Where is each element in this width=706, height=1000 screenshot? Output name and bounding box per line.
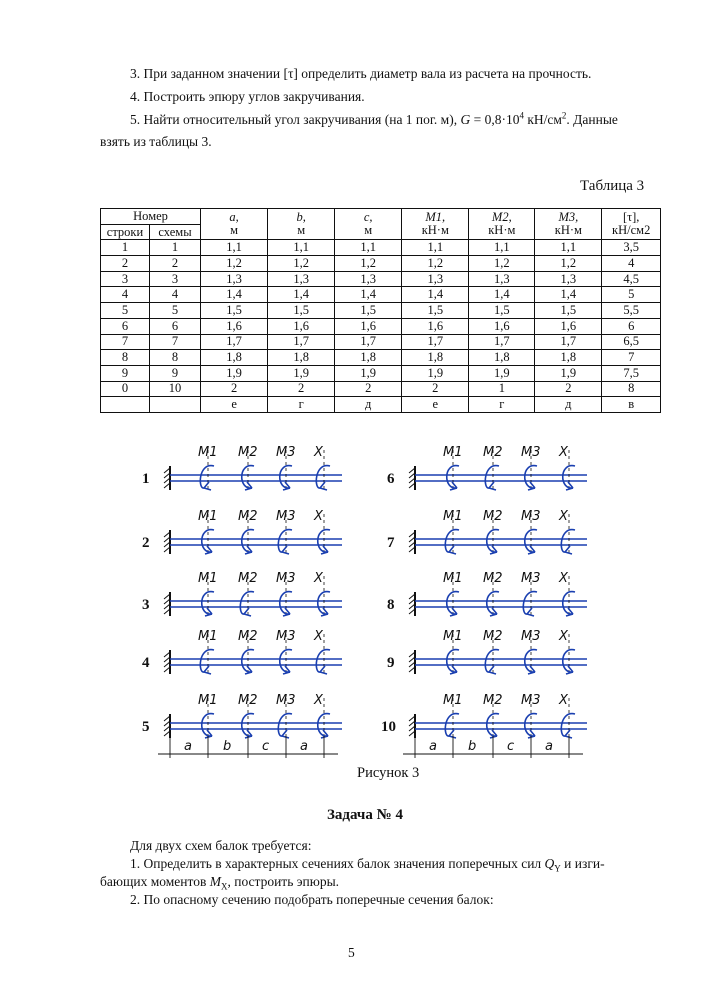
table-cell: 1,2 [268,256,335,272]
segment-label: b [468,739,477,754]
moment-label: M1 [443,445,463,460]
moment-label: M2 [238,509,258,524]
task4-item-1: 1. Определить в характерных сечениях балок значения поперечных сил $Q_Y$ и изги- [130,856,605,874]
table-cell: 1,5 [201,303,268,319]
table-cell: 2 [402,381,469,397]
moment-label: M2 [238,445,258,460]
table-cell: 1,4 [402,287,469,303]
table-cell: д [535,397,602,413]
moment-label: M3 [276,445,296,460]
table-cell: 1,8 [201,350,268,366]
moment-label: M3 [276,693,296,708]
moment-label: M3 [521,693,541,708]
header-m3: M3, кН·м [535,209,602,240]
table-row [101,256,661,272]
table-cell: 1,8 [268,350,335,366]
table-cell: 1,4 [201,287,268,303]
table-cell: 6,5 [602,334,661,350]
table-cell: 1,5 [535,303,602,319]
moment-label: M3 [521,445,541,460]
table-row [101,381,661,397]
torque-arrowhead [489,482,496,490]
moment-label: X [314,571,323,586]
table-cell: 1,7 [201,334,268,350]
table-cell [101,397,150,413]
table-cell: 9 [101,365,150,381]
torque-arrowhead [449,730,456,738]
table-row [101,303,661,319]
table-cell: 3 [101,271,150,287]
table-cell: 1,9 [469,365,535,381]
table-cell: 1,4 [469,287,535,303]
table-cell: 1,7 [335,334,402,350]
table-cell: 4 [149,287,200,303]
table-cell: д [335,397,402,413]
moment-label: M3 [521,509,541,524]
table-cell: 6 [602,318,661,334]
table-cell: 8 [149,350,200,366]
header-m1: M1, кН·м [402,209,469,240]
task-item-5-cont: взять из таблицы 3. [100,134,212,149]
table-cell: 1,3 [469,271,535,287]
moment-label: X [559,693,568,708]
torque-arrowhead [565,730,572,738]
table-cell: 0 [101,381,150,397]
task4-intro: Для двух схем балок требуется: [130,838,312,853]
torque-arrowhead [244,608,251,616]
table-cell: 1,3 [402,271,469,287]
task-item-5: 5. Найти относительный угол закручивания (на 1 пог. м), $G = 0,8\cdot 10^4$ $кН/см^2$. Данные [130,110,618,127]
torque-arrowhead [320,666,327,674]
table-row [101,318,661,334]
table-cell: 8 [602,381,661,397]
table-cell: 2 [149,256,200,272]
table-cell: 1,7 [535,334,602,350]
scheme-number: 7 [387,535,395,551]
scheme-number: 1 [142,471,150,487]
table-cell: г [268,397,335,413]
table-cell: 6 [101,318,150,334]
table-cell: 1,1 [402,240,469,256]
table-cell: 1,6 [535,318,602,334]
table-cell: 1,9 [201,365,268,381]
table-cell: г [469,397,535,413]
table-cell: 7 [101,334,150,350]
header-schemes: схемы [149,224,200,240]
table-cell: 1 [149,240,200,256]
scheme-number: 3 [142,597,150,613]
moment-label: X [314,509,323,524]
moment-label: M2 [483,693,503,708]
table-cell: 1,2 [335,256,402,272]
moment-label: M1 [443,571,463,586]
table-cell: 1 [101,240,150,256]
table-cell [149,397,200,413]
table-cell: 10 [149,381,200,397]
table-cell: 1,5 [469,303,535,319]
moment-label: X [314,629,323,644]
task4-item-2: 2. По опасному сечению подобрать поперечные сечения балок: [130,892,494,907]
table-cell: 1,9 [402,365,469,381]
table-cell: 1,7 [469,334,535,350]
table-cell: 1,4 [335,287,402,303]
table-cell: 1,5 [268,303,335,319]
moment-label: X [559,445,568,460]
table-cell: 1,7 [268,334,335,350]
table-cell: 1,4 [535,287,602,303]
header-a: a, м [201,209,268,240]
moment-label: M1 [198,509,218,524]
moment-label: M2 [238,693,258,708]
moment-label: M1 [443,509,463,524]
torque-arrowhead [282,546,289,554]
moment-label: M2 [483,445,503,460]
header-m2: M2, кН·м [469,209,535,240]
scheme-number: 5 [142,719,150,735]
moment-label: X [559,571,568,586]
torque-arrowhead [489,666,496,674]
table-row [101,240,661,256]
moment-label: X [314,445,323,460]
table-cell: е [201,397,268,413]
table-cell: 5,5 [602,303,661,319]
table-cell: е [402,397,469,413]
moment-label: M2 [483,629,503,644]
table-cell: 3,5 [602,240,661,256]
table-cell: 1,8 [535,350,602,366]
scheme-number: 9 [387,655,395,671]
moment-label: M1 [198,693,218,708]
table-cell: 1,1 [335,240,402,256]
moment-label: M1 [198,571,218,586]
table-cell: 1,1 [535,240,602,256]
table-cell: 1,8 [335,350,402,366]
table-cell: 1,3 [335,271,402,287]
table-cell: 1,9 [335,365,402,381]
moment-label: M1 [198,629,218,644]
moment-label: M2 [483,571,503,586]
table-cell: 1,3 [535,271,602,287]
moment-label: M2 [238,571,258,586]
table-cell: 1,1 [201,240,268,256]
table-cell: 1,1 [268,240,335,256]
table-cell: 1,5 [402,303,469,319]
table-cell: 1,2 [535,256,602,272]
moment-label: M3 [276,629,296,644]
shaft-schemes-figure [130,440,600,770]
table-cell: 4,5 [602,271,661,287]
torque-arrowhead [282,730,289,738]
table-cell: 2 [335,381,402,397]
table-cell: 1,9 [535,365,602,381]
table-cell: 6 [149,318,200,334]
moment-label: X [559,509,568,524]
segment-label: a [545,739,553,754]
header-nomer: Номер [101,209,201,225]
moment-label: X [559,629,568,644]
segment-label: a [300,739,308,754]
table-row [101,365,661,381]
task-item-4: 4. Построить эпюру углов закручивания. [130,89,365,104]
moment-label: M1 [443,629,463,644]
table-cell: 1,6 [402,318,469,334]
table-cell: 1 [469,381,535,397]
segment-label: a [429,739,437,754]
table-cell: 2 [101,256,150,272]
figure-caption: Рисунок 3 [357,765,420,781]
header-rows: строки [101,224,150,240]
table-cell: 2 [535,381,602,397]
task-item-3: 3. При заданном значении [τ] определить диаметр вала из расчета на прочность. [130,66,592,81]
table-cell: 7 [149,334,200,350]
moment-label: X [314,693,323,708]
table-cell: 1,9 [268,365,335,381]
table-cell: 1,2 [402,256,469,272]
table-cell: 3 [149,271,200,287]
table-caption: Таблица 3 [580,178,645,194]
table-cell: 5 [602,287,661,303]
segment-label: a [184,739,192,754]
moment-label: M2 [238,629,258,644]
torque-arrowhead [204,482,211,490]
table-cell: 1,6 [268,318,335,334]
table-cell: 5 [149,303,200,319]
table-row [101,287,661,303]
table-cell: 1,8 [469,350,535,366]
moment-label: M2 [483,509,503,524]
scheme-number: 4 [142,655,150,671]
torque-arrowhead [527,608,534,616]
moment-label: M3 [276,509,296,524]
table-cell: 7 [602,350,661,366]
table-cell: 4 [602,256,661,272]
torque-arrowhead [449,546,456,554]
torque-arrowhead [565,546,572,554]
table-row [101,271,661,287]
table-cell: 1,4 [268,287,335,303]
scheme-number: 6 [387,471,395,487]
moment-label: M3 [521,629,541,644]
table-cell: 7,5 [602,365,661,381]
table-cell: 1,2 [201,256,268,272]
table-cell: 1,6 [201,318,268,334]
header-b: b, м [268,209,335,240]
page-number: 5 [348,945,355,960]
segment-label: c [507,739,515,754]
table-cell: 1,5 [335,303,402,319]
task-title: Задача № 4 [327,807,403,823]
table-cell: 1,3 [268,271,335,287]
table-cell: 1,1 [469,240,535,256]
header-tau: [τ], кН/см2 [602,209,661,240]
table-cell: 9 [149,365,200,381]
table-cell: 1,2 [469,256,535,272]
torque-arrowhead [320,482,327,490]
data-table [100,208,661,413]
table-cell: 2 [268,381,335,397]
scheme-number: 2 [142,535,150,551]
torque-arrowhead [204,666,211,674]
table-footer-row [101,397,661,413]
table-cell: 5 [101,303,150,319]
table-cell: 8 [101,350,150,366]
moment-label: M1 [198,445,218,460]
table-cell: 2 [201,381,268,397]
table-cell: 1,8 [402,350,469,366]
moment-label: M1 [443,693,463,708]
segment-label: c [262,739,270,754]
task4-item-1-cont: бающих моментов $M_X$, построить эпюры. [100,874,340,892]
moment-label: M3 [276,571,296,586]
table-cell: в [602,397,661,413]
scheme-number: 8 [387,597,395,613]
table-cell: 1,3 [201,271,268,287]
table-cell: 1,7 [402,334,469,350]
scheme-number: 10 [381,719,396,735]
table-cell: 1,6 [469,318,535,334]
moment-label: M3 [521,571,541,586]
table-row [101,334,661,350]
table-cell: 1,6 [335,318,402,334]
header-c: c, м [335,209,402,240]
table-row [101,350,661,366]
table-cell: 4 [101,287,150,303]
segment-label: b [223,739,232,754]
